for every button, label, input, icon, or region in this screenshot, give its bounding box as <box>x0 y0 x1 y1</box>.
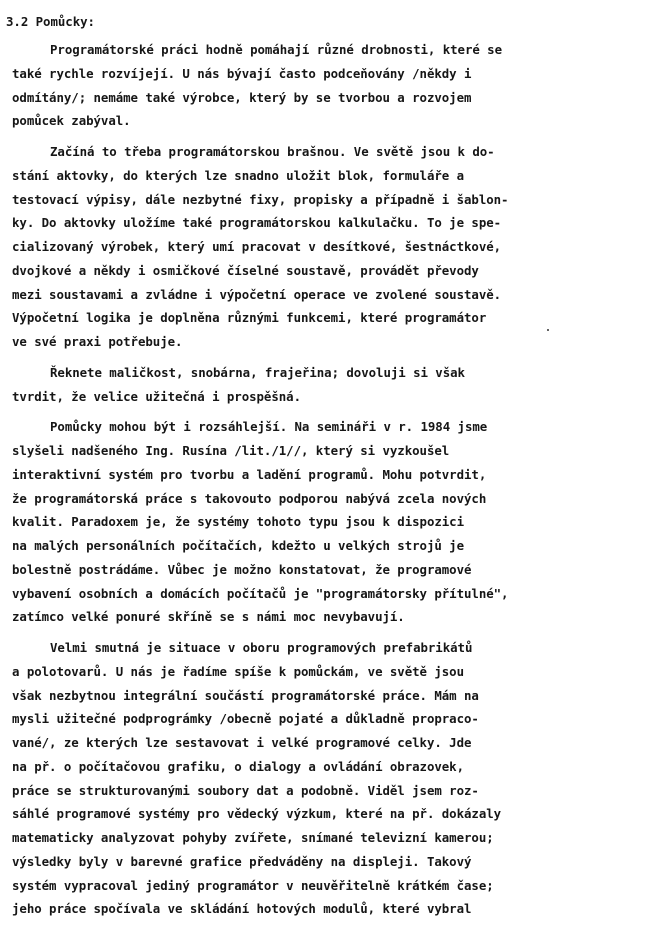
text-line: zatímco velké ponuré skříně se s námi moc nevybavují. <box>12 609 405 625</box>
text-line: ky. Do aktovky uložíme také programátorskou kalkulačku. To je spe- <box>12 215 502 231</box>
text-line: Pomůcky mohou být i rozsáhlejší. Na semináři v r. 1984 jsme <box>50 419 488 435</box>
text-line: tvrdit, že velice užitečná i prospěšná. <box>12 388 301 404</box>
paragraph-briefcase <box>12 140 652 354</box>
text-line: cializovaný výrobek, který umí pracovat v desítkové, šestnáctkové, <box>12 239 502 254</box>
section-heading: 3.2 Pomůcky: <box>6 14 95 29</box>
paragraph-seminar <box>12 415 652 629</box>
text-line: dvojkové a někdy i osmičkové číselné soustavě, provádět převody <box>12 262 479 278</box>
text-line: také rychle rozvíjejí. U nás bývají často podceňovány /někdy i <box>12 65 472 81</box>
text-line: práce se strukturovanými soubory dat a podobně. Viděl jsem roz- <box>12 782 479 798</box>
text-line: že programátorská práce s takovouto podporou nabývá zcela nových <box>12 490 487 506</box>
text-line: testovací výpisy, dále nezbytné fixy, propisky a případně i šablon- <box>12 191 509 207</box>
paragraph-snobbery <box>12 361 652 409</box>
text-line: jeho práce spočívala ve skládání hotových modulů, které vybral <box>12 901 472 917</box>
text-line: výsledky byly v barevné grafice předváděny na displeji. Takový <box>12 853 472 869</box>
text-line: bolestně postrádáme. Vůbec je možno konstatovat, že programové <box>12 561 472 577</box>
text-line: systém vypracoval jediný programátor v neuvěřitelně krátkém čase; <box>12 877 494 893</box>
text-line: však nezbytnou integrální součástí programátorské práce. Mám na <box>12 687 479 703</box>
text-line: Programátorské práci hodně pomáhají různé drobnosti, které se <box>50 42 502 57</box>
text-line: mysli užitečné podprográmky /obecně pojaté a důkladně proprаco- <box>12 711 479 727</box>
text-line: vané/, ze kterých lze sestavovat i velké programové celky. Jde <box>12 735 472 750</box>
text-line: na př. o počítačovou grafiku, o dialogy a ovládání obrazovek, <box>12 758 464 774</box>
text-line: pomůcek zabýval. <box>12 113 131 129</box>
text-line: Řeknete maličkost, snobárna, frajeřina; dovoluji si však <box>50 364 465 380</box>
text-line: kvalit. Paradoxem je, že systémy tohoto typu jsou k dispozici <box>12 514 464 530</box>
text-line: vybavení osobních a domácích počítačů je "programátorsky přítulné", <box>12 585 509 601</box>
body-text <box>12 38 652 928</box>
text-line: matematicky analyzovat pohyby zvířete, snímané televizní kamerou; <box>12 830 494 845</box>
text-line: slyšeli nadšeného Ing. Rusína /lit./1//, který si vyzkoušel <box>12 443 450 458</box>
ink-speck <box>547 329 549 331</box>
text-line: ve své praxi potřebuje. <box>12 334 183 349</box>
text-line: stání aktovky, do kterých lze snadno uložit blok, formuláře a <box>12 167 464 183</box>
paragraph-intro <box>12 38 652 133</box>
text-line: na malých personálních počítačích, kdežto u velkých strojů je <box>12 538 464 553</box>
text-line: mezi soustavami a zvládne i výpočetní operace ve zvolené soustavě. <box>12 286 502 302</box>
text-line: sáhlé programové systémy pro vědecký výzkum, které na př. dokázaly <box>12 806 502 822</box>
text-line: Výpočetní logika je doplněna různými funkcemi, které programátor <box>12 310 487 326</box>
text-line: a polotovarů. U nás je řadíme spíše k pomůckám, ve světě jsou <box>12 663 464 679</box>
text-line: interaktivní systém pro tvorbu a ladění programů. Mohu potvrdit, <box>12 466 487 482</box>
text-line: odmítány/; nemáme také výrobce, který by se tvorbou a rozvojem <box>12 89 472 105</box>
text-line: Velmi smutná je situace v oboru programových prefabrikátů <box>50 640 473 655</box>
text-line: Začíná to třeba programátorskou brašnou. Ve světě jsou k do- <box>50 144 495 159</box>
paragraph-prefabricates <box>12 636 652 921</box>
